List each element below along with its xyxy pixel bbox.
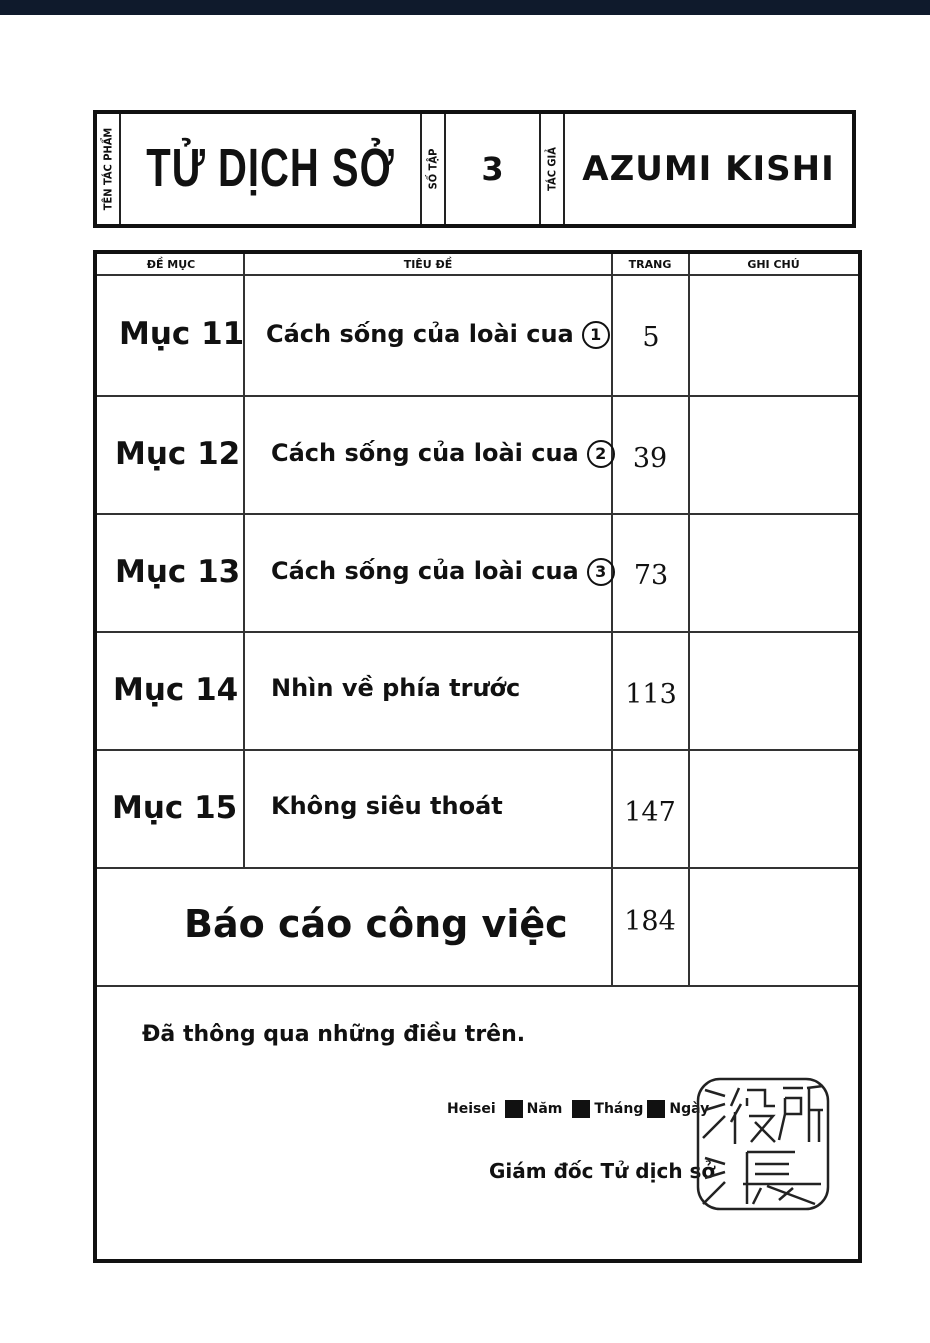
chapter-title: Không siêu thoát bbox=[271, 792, 503, 820]
chapter-title-text: Cách sống của loài cua bbox=[266, 320, 574, 348]
approval-text: Đã thông qua những điều trên. bbox=[142, 1022, 526, 1047]
row-divider bbox=[97, 985, 858, 987]
divider-title bbox=[611, 254, 613, 987]
chapter-title bbox=[266, 320, 610, 349]
chapter-page: 113 bbox=[625, 679, 677, 710]
column-header-note: GHI CHÚ bbox=[689, 254, 858, 276]
chapter-title bbox=[271, 439, 615, 468]
date-line bbox=[447, 1100, 709, 1118]
part-number: 2 bbox=[587, 440, 615, 468]
column-header-chapter: ĐỀ MỤC bbox=[97, 254, 245, 276]
title-label-cell bbox=[97, 114, 121, 224]
year-blank bbox=[505, 1100, 523, 1118]
row-divider bbox=[97, 867, 858, 869]
chapter-title-text: Cách sống của loài cua bbox=[271, 557, 579, 585]
day-blank bbox=[647, 1100, 665, 1118]
year-label: Năm bbox=[526, 1101, 563, 1117]
author-name: AZUMI KISHI bbox=[582, 149, 835, 189]
official-seal-icon bbox=[695, 1076, 831, 1212]
director-signature: Giám đốc Tử dịch sở bbox=[489, 1159, 716, 1183]
row-divider bbox=[97, 631, 858, 633]
volume-label-cell bbox=[422, 114, 446, 224]
row-divider bbox=[97, 749, 858, 751]
author-label-cell bbox=[541, 114, 565, 224]
era-label: Heisei bbox=[447, 1101, 496, 1117]
part-number: 1 bbox=[582, 321, 610, 349]
report-title: Báo cáo công việc bbox=[184, 902, 568, 946]
chapter-page: 39 bbox=[632, 443, 668, 474]
title-cell bbox=[121, 114, 422, 224]
month-label: Tháng bbox=[594, 1101, 644, 1117]
chapter-page: 147 bbox=[624, 797, 676, 828]
volume-number: 3 bbox=[481, 150, 504, 188]
chapter-label: Mục 14 bbox=[113, 672, 239, 708]
row-divider bbox=[97, 513, 858, 515]
title-header bbox=[93, 110, 856, 228]
month-blank bbox=[572, 1100, 590, 1118]
part-number: 3 bbox=[587, 558, 615, 586]
author-cell bbox=[565, 114, 852, 224]
top-bar bbox=[0, 0, 930, 15]
chapter-title: Nhìn về phía trước bbox=[271, 674, 521, 702]
day-label: Ngày bbox=[669, 1101, 710, 1117]
divider-page bbox=[688, 254, 690, 987]
report-page: 184 bbox=[624, 906, 676, 937]
chapter-page: 5 bbox=[642, 322, 660, 353]
volume-label: SỐ TẬP bbox=[426, 148, 440, 190]
chapter-page: 73 bbox=[633, 560, 669, 591]
chapter-label: Mục 15 bbox=[112, 790, 238, 826]
row-divider bbox=[97, 395, 858, 397]
chapter-title bbox=[271, 557, 615, 586]
title-label: TÊN TÁC PHẨM bbox=[101, 127, 115, 211]
chapter-title-text: Cách sống của loài cua bbox=[271, 439, 579, 467]
column-header-page: TRANG bbox=[611, 254, 689, 276]
chapter-label: Mục 12 bbox=[115, 436, 241, 472]
chapter-label: Mục 13 bbox=[115, 554, 241, 590]
column-header-title: TIÊU ĐỀ bbox=[245, 254, 611, 276]
contents-table bbox=[93, 250, 862, 1263]
volume-cell bbox=[446, 114, 541, 224]
author-label: TÁC GIẢ bbox=[545, 147, 559, 191]
work-title: TỬ DỊCH SỞ bbox=[146, 138, 395, 199]
chapter-label: Mục 11 bbox=[119, 316, 245, 352]
